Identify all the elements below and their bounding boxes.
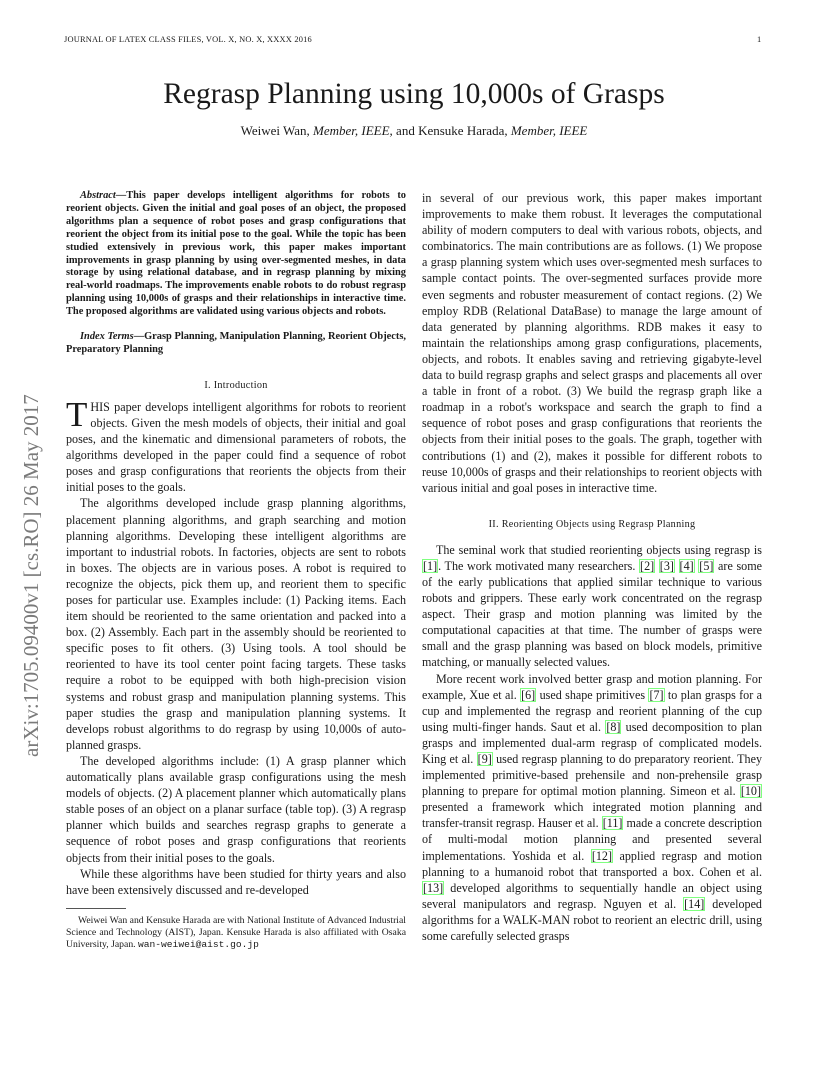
paper-title: Regrasp Planning using 10,000s of Grasps bbox=[163, 78, 665, 110]
page-number: 1 bbox=[757, 35, 762, 44]
paragraph-text: are some of the early publications that applied similar technique to various robots and grippers. These early work concentrated on the regrasp aspect. Their grasp and motion planning was limited by the computational capacities at that time. The number of grasps were small and the grasp planning was based on block models, primitive matching, or manually selected values. bbox=[422, 558, 762, 670]
paragraph bbox=[422, 671, 762, 945]
paragraph-text: used decomposition to plan grasps and implemented dual-arm regrasp of complicated models. King et al. bbox=[422, 719, 762, 766]
paragraph: The developed algorithms include: (1) A grasp planner which automatically plans available grasp configurations using the mesh models of objects. (2) A placement planner which automatically plans stable poses of an object on a planar surface (table top). (3) A regrasp planner which builds and searches regrasp graphs to generate a sequence of robot poses and grasp configurations that reorients objects from their initial poses to the goals. bbox=[66, 753, 406, 865]
index-terms-text: —Grasp Planning, Manipulation Planning, Reorient Objects, Preparatory Planning bbox=[66, 331, 406, 355]
citation-link[interactable]: [9] bbox=[477, 752, 492, 766]
citation-link[interactable]: [7] bbox=[649, 687, 664, 702]
citation-link[interactable]: [2] bbox=[640, 558, 655, 573]
citation-link[interactable]: [14] bbox=[684, 896, 705, 911]
citation-link[interactable]: [5] bbox=[699, 558, 714, 573]
author-email[interactable]: wan-weiwei@aist.go.jp bbox=[138, 938, 259, 950]
paragraph-text: to plan grasps for a cup and implemented the regrasp and reorient planning of the cup using multi-finger hands. Saut et al. bbox=[422, 687, 762, 734]
paragraph-text: . The work motivated many researchers. bbox=[438, 558, 640, 573]
paragraph-text: applied regrasp and motion planning to a humanoid robot that transported a box. Cohen et al. bbox=[422, 848, 762, 879]
paragraph-text: More recent work involved better grasp and motion planning. For example, Xue et al. bbox=[422, 671, 762, 702]
paragraph bbox=[66, 394, 406, 496]
left-column bbox=[66, 190, 406, 951]
paragraph-text: paper develops intelligent algorithms for robots to reorient objects. Given the mesh models of objects, their initial and goal poses, and the kinematic and dimensional parameters of robots, the algorithms developed in the paper could find a sequence of robot poses and grasp configurations that reorients the objects from their initial poses to the goals. bbox=[66, 399, 406, 495]
citation-link[interactable]: [12] bbox=[591, 848, 612, 863]
paragraph-text: made a concrete description of multi-modal motion planning and presented several implementations. Yoshida et al. bbox=[422, 816, 763, 863]
section-heading: II. Reorienting Objects using Regrasp Planning bbox=[488, 518, 696, 530]
author-line bbox=[0, 122, 828, 139]
paragraph: While these algorithms have been studied for thirty years and also have been extensively discussed and re-developed bbox=[66, 866, 406, 897]
paragraph bbox=[422, 542, 762, 671]
abstract-label: Abstract bbox=[80, 190, 116, 201]
author-conjunction: and bbox=[396, 123, 415, 138]
section-body bbox=[66, 394, 406, 898]
drop-cap: T bbox=[66, 394, 88, 434]
index-terms bbox=[66, 331, 406, 357]
footnote-text: Weiwei Wan and Kensuke Harada are with National Institute of Advanced Industrial Science and Technology (AIST), Japan. Kensuke Harada is also affiliated with Osaka University, Japan. bbox=[66, 914, 406, 950]
paragraph-text: developed algorithms to sequentially handle an object using several manipulators and regrasp. Nguyen et al. bbox=[422, 880, 762, 911]
citation-link[interactable]: [10] bbox=[740, 784, 761, 799]
author-name: Weiwei Wan, bbox=[240, 123, 310, 138]
abstract bbox=[66, 190, 406, 319]
abstract-text: —This paper develops intelligent algorithms for robots to reorient objects. Given the initial and goal poses of an object, the proposed algorithms plan a sequence of robot poses and grasp configurations that reorient the object from its initial pose to the goal. While the topic has been studied extensively in previous work, this paper makes important improvements in grasp planning by using over-segmented meshes, in data storage by using relational database, and in regrasp planning by mixing real-world roadmaps. The improvements enable robots to do robust regrasp planning using 10,000s of grasps and their relationships in interactive time. The proposed algorithms are validated using various objects and robots. bbox=[66, 190, 406, 318]
citation-link[interactable]: [8] bbox=[606, 719, 621, 734]
paragraph-text: developed algorithms for a WALK-MAN robot to reorient an electric drill, using some carefully selected grasps bbox=[422, 896, 762, 944]
author-name: Kensuke Harada, bbox=[418, 123, 508, 138]
author-role: Member, IEEE bbox=[510, 123, 588, 138]
right-column bbox=[422, 190, 762, 944]
arxiv-stamp: arXiv:1705.09400v1 [cs.RO] 26 May 2017 bbox=[19, 394, 43, 757]
author-role: Member, IEEE, bbox=[313, 123, 393, 138]
paragraph: The algorithms developed include grasp planning algorithms, placement planning algorithms, and graph searching and motion planning algorithms. Developing these intelligent algorithms are important to industrial robots. In factories, objects are sent to robots in boxes. The objects are in various poses. A robot is required to recognize the objects, pick them up, and reorient them to specific poses for particular use. Examples include: (1) Packing items. Each item should be reoriented to the same orientation and packed into a box. (2) Assembly. Each part in the assembly should be reoriented to specific poses to fit others. (3) Using tools. A tool should be reoriented to have its tool center point facing targets. These tasks require a robot to be equipped with both high-precision vision systems and robust grasp and manipulation planning systems. This paper studies the grasp and manipulation planning systems. It develops robust algorithms to do regrasp by using 10,000s of auto-planned grasps. bbox=[66, 496, 406, 752]
paragraph: in several of our previous work, this paper makes important improvements to make them robust. It leverages the computational ability of modern computers to deal with various robots, objects, and combinatorics. The main contributions are as follows. (1) We propose a grasp planning system which uses over-segmented mesh surfaces to sample contact points. The over-segmented surfaces provide more even segments and robuster measurement of contact regions. (2) We employ RDB (Relational DataBase) to manage the large amount of data generated by planning algorithms. RDB makes it easy to maintain the relationships among grasp configurations, placements, objects, and robots. It enables saving and retrieving gigabyte-level data to build regrasp graphs and select grasps and placements all over a table in front of a robot. (3) We build the regrasp graph like a roadmap in a robot's workspace and search the graph to find a sequence of robot poses and grasp configurations that reorients the objects from their initial poses to the goals. The graph, together with contributions (1) and (2), makes it possible for different robots to reuse 10,000s of grasps and their relationships to reorient objects with various initial and goal poses in interactive time. bbox=[422, 191, 762, 495]
citation-link[interactable]: [13] bbox=[423, 880, 444, 895]
section-body bbox=[422, 190, 762, 496]
citation-link[interactable]: [11] bbox=[602, 816, 623, 831]
citation-link[interactable]: [1] bbox=[423, 558, 438, 573]
paragraph-text: used shape primitives bbox=[536, 687, 649, 702]
running-header: JOURNAL OF LATEX CLASS FILES, VOL. X, NO. X, XXXX 2016 bbox=[64, 35, 312, 44]
affiliation-footnote bbox=[66, 915, 406, 951]
section-heading: I. Introduction bbox=[204, 379, 268, 391]
citation-link[interactable]: [3] bbox=[659, 558, 674, 573]
footnote-divider bbox=[66, 908, 126, 909]
citation-link[interactable]: [4] bbox=[679, 558, 694, 573]
paragraph-text: The seminal work that studied reorienting objects using regrasp is bbox=[436, 542, 762, 557]
lead-caps: HIS bbox=[90, 399, 110, 414]
index-terms-label: Index Terms bbox=[80, 331, 134, 343]
paragraph-text: presented a framework which integrated motion planning and transfer-transit regrasp. Hauser et al. bbox=[422, 800, 762, 831]
paragraph-text: used regrasp planning to do preparatory reorient. They implemented primitive-based prehensile and non-prehensile grasp planning to prepare for optimal motion planning. Simeon et al. bbox=[422, 752, 762, 799]
citation-link[interactable]: [6] bbox=[521, 687, 536, 702]
section-body bbox=[422, 542, 762, 944]
paragraph-text bbox=[675, 559, 679, 573]
